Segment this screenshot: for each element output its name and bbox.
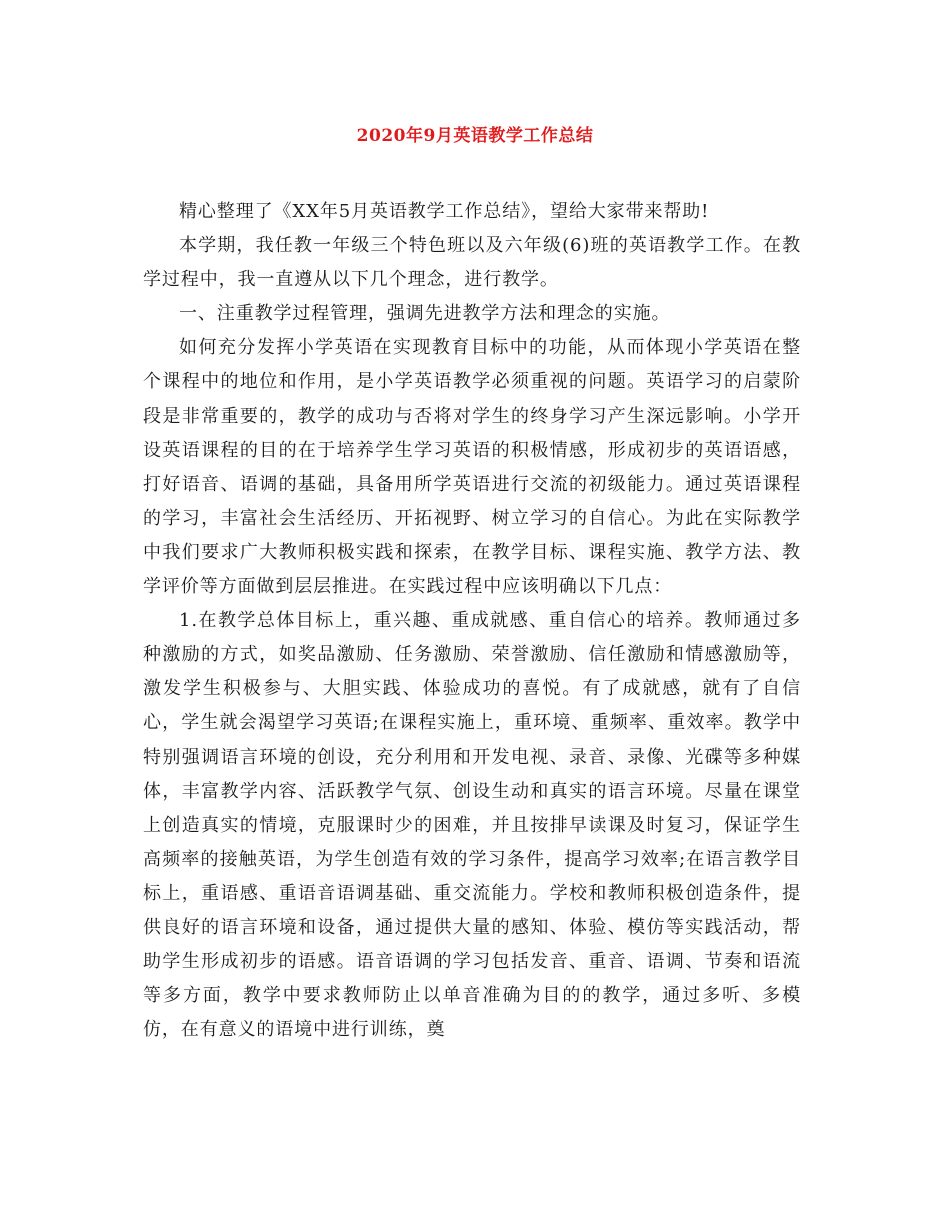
paragraph-semester: 本学期，我任教一年级三个特色班以及六年级(6)班的英语教学工作。在教学过程中，我一直遵从以下几个理念，进行教学。	[143, 235, 801, 291]
document-title: 2020年9月英语教学工作总结	[356, 126, 594, 146]
paragraph-intro: 精心整理了《XX年5月英语教学工作总结》，望给大家带来帮助!	[179, 201, 710, 222]
document-body	[143, 195, 801, 1047]
paragraph-goals: 如何充分发挥小学英语在实现教育目标中的功能，从而体现小学英语在整个课程中的地位和作用，是小学英语教学必须重视的问题。英语学习的启蒙阶段是非常重要的，教学的成功与否将对学生的终身学习产生深远影响。小学开设英语课程的目的在于培养学生学习英语的积极情感，形成初步的英语语感，打好语音、语调的基础，具备用所学英语进行交流的初级能力。通过英语课程的学习，丰富社会生活经历、开拓视野、树立学习的自信心。为此在实际教学中我们要求广大教师积极实践和探索，在教学目标、课程实施、教学方法、教学评价等方面做到层层推进。在实践过程中应该明确以下几点：	[143, 337, 801, 598]
paragraph-point-1: 1.在教学总体目标上，重兴趣、重成就感、重自信心的培养。教师通过多种激励的方式，如奖品激励、任务激励、荣誉激励、信任激励和情感激励等，激发学生积极参与、大胆实践、体验成功的喜悦。有了成就感，就有了自信心，学生就会渴望学习英语;在课程实施上，重环境、重频率、重效率。教学中特别强调语言环境的创设，充分利用和开发电视、录音、录像、光碟等多种媒体，丰富教学内容、活跃教学气氛、创设生动和真实的语言环境。尽量在课堂上创造真实的情境，克服课时少的困难，并且按排早读课及时复习，保证学生高频率的接触英语，为学生创造有效的学习条件，提高学习效率;在语言教学目标上，重语感、重语音语调基础、重交流能力。学校和教师积极创造条件，提供良好的语言环境和设备，通过提供大量的感知、体验、模仿等实践活动，帮助学生形成初步的语感。语音语调的学习包括发音、重音、语调、节奏和语流等多方面，教学中要求教师防止以单音准确为目的的教学，通过多听、多模仿，在有意义的语境中进行训练，奠	[143, 610, 801, 1041]
section-heading-1: 一、注重教学过程管理，强调先进教学方法和理念的实施。	[179, 303, 671, 325]
